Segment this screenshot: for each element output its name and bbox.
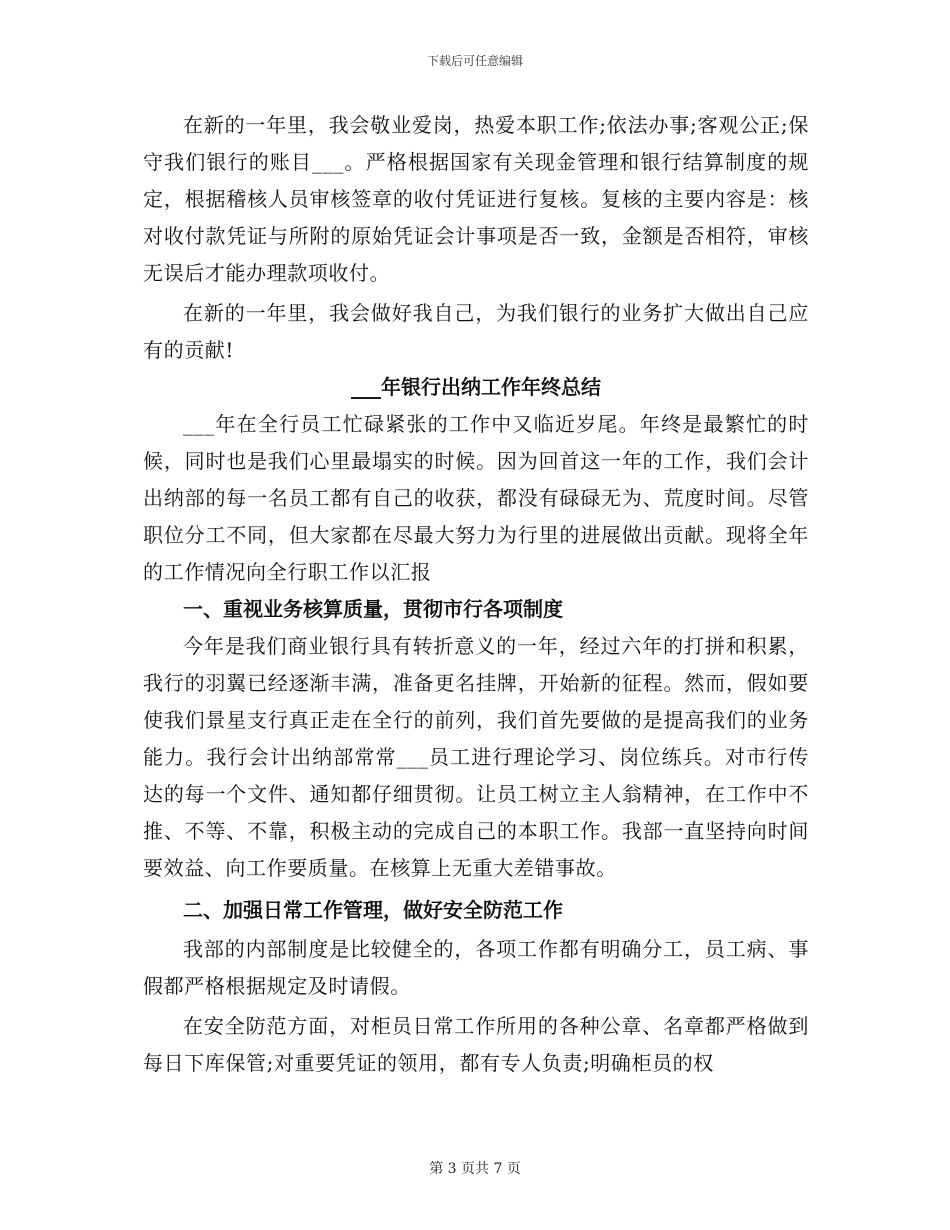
paragraph-4: 今年是我们商业银行具有转折意义的一年，经过六年的打拼和积累，我行的羽翼已经逐渐丰满，准备更名挂牌，开始新的征程。然而，假如要使我们景星支行真正走在全行的前列，我们首先要做的是提高我们的业务能力。我行会计出纳部常常___员工进行理论学习、岗位练兵。对市行传达的每一个文件、通知都仔细贯彻。让员工树立主人翁精神，在工作中不推、不等、不靠，积极主动的完成自己的本职工作。我部一直坚持向时间要效益、向工作要质量。在核算上无重大差错事故。 [143, 634, 809, 880]
page-header: 下载后可任意编辑 [426, 54, 523, 68]
paragraph-2: 在新的一年里，我会做好我自己，为我们银行的业务扩大做出自己应有的贡献! [143, 301, 809, 362]
paragraph-3: ___年在全行员工忙碌紧张的工作中又临近岁尾。年终是最繁忙的时候，同时也是我们心里最塌实的时候。因为回首这一年的工作，我们会计出纳部的每一名员工都有自己的收获，都没有碌碌无为、荒度时间。尽管职位分工不同，但大家都在尽最大努力为行里的进展做出贡献。现将全年的工作情况向全行职工作以汇报 [143, 412, 809, 584]
section-heading-1: 一、重视业务核算质量，贯彻市行各项制度 [183, 597, 563, 621]
paragraph-6: 在安全防范方面，对柜员日常工作所用的各种公章、名章都严格做到每日下库保管;对重要凭证的领用，都有专人负责;明确柜员的权 [143, 1014, 809, 1075]
document-title: ___年银行出纳工作年终总结 [351, 375, 601, 399]
section-heading-2: 二、加强日常工作管理，做好安全防范工作 [183, 898, 563, 922]
page-footer: 第 3 页共 7 页 [429, 1161, 521, 1177]
paragraph-5: 我部的内部制度是比较健全的，各项工作都有明确分工，员工病、事假都严格根据规定及时请假。 [143, 937, 809, 998]
paragraph-1: 在新的一年里，我会敬业爱岗，热爱本职工作;依法办事;客观公正;保守我们银行的账目___。严格根据国家有关现金管理和银行结算制度的规定，根据稽核人员审核签章的收付凭证进行复核。复核的主要内容是：核对收付款凭证与所附的原始凭证会计事项是否一致，金额是否相符，审核无误后才能办理款项收付。 [143, 113, 809, 285]
document-body [143, 107, 809, 1082]
